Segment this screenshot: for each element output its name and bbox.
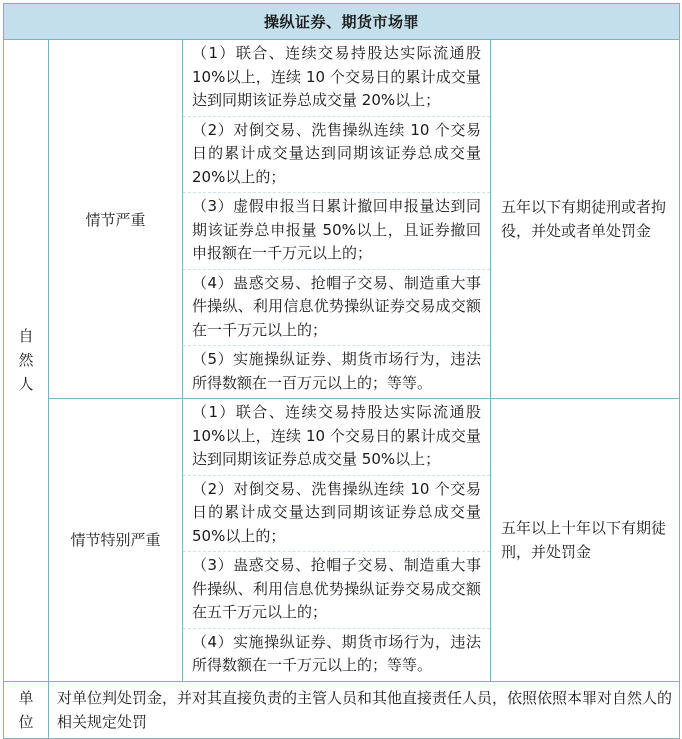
serious-label: 情节严重: [49, 40, 183, 399]
especially-serious-conditions: [183, 399, 491, 682]
unit-label: 单 位: [4, 681, 49, 738]
serious-row: [4, 40, 680, 399]
condition-item: （2）对倒交易、洗售操纵连续 10 个交易日的累计成交量达到同期该证券总成交量 50%以上的；: [183, 475, 490, 552]
crime-table: [3, 3, 680, 739]
serious-penalty: 五年以下有期徒刑或者拘役，并处或者单处罚金: [491, 40, 680, 399]
unit-penalty-text: 对单位判处罚金，并对其直接负责的主管人员和其他直接责任人员，依照依照本罪对自然人的相关规定处罚: [49, 681, 680, 738]
title-row: [4, 4, 680, 40]
natural-person-label: 自 然 人: [4, 40, 49, 682]
condition-item: （3）蛊惑交易、抢帽子交易、制造重大事件操纵、利用信息优势操纵证券交易成交额在五千万元以上的；: [183, 551, 490, 628]
especially-serious-label: 情节特别严重: [49, 399, 183, 682]
condition-item: （5）实施操纵证券、期货市场行为，违法所得数额在一百万元以上的；等等。: [183, 345, 490, 398]
condition-item: （2）对倒交易、洗售操纵连续 10 个交易日的累计成交量达到同期该证券总成交量 20%以上的；: [183, 116, 490, 193]
condition-item: （3）虚假申报当日累计撤回申报量达到同期该证券总申报量 50%以上，且证券撤回申报额在一千万元以上的；: [183, 192, 490, 269]
crime-table-frame: [3, 3, 679, 731]
table-title: 操纵证券、期货市场罪: [4, 4, 680, 40]
condition-item: （1）联合、连续交易持股达实际流通股10%以上，连续 10 个交易日的累计成交量达到同期该证券总成交量 50%以上；: [192, 403, 481, 468]
unit-row: [4, 681, 680, 738]
condition-item: （1）联合、连续交易持股达实际流通股10%以上，连续 10 个交易日的累计成交量达到同期该证券总成交量 20%以上；: [192, 44, 481, 109]
especially-serious-penalty: 五年以上十年以下有期徒刑，并处罚金: [491, 399, 680, 682]
condition-item: （4）实施操纵证券、期货市场行为，违法所得数额在一千万元以上的；等等。: [183, 628, 490, 681]
condition-item: （4）蛊惑交易、抢帽子交易、制造重大事件操纵、利用信息优势操纵证券交易成交额在一千万元以上的；: [183, 269, 490, 346]
serious-conditions: [183, 40, 491, 399]
especially-serious-row: [4, 399, 680, 682]
